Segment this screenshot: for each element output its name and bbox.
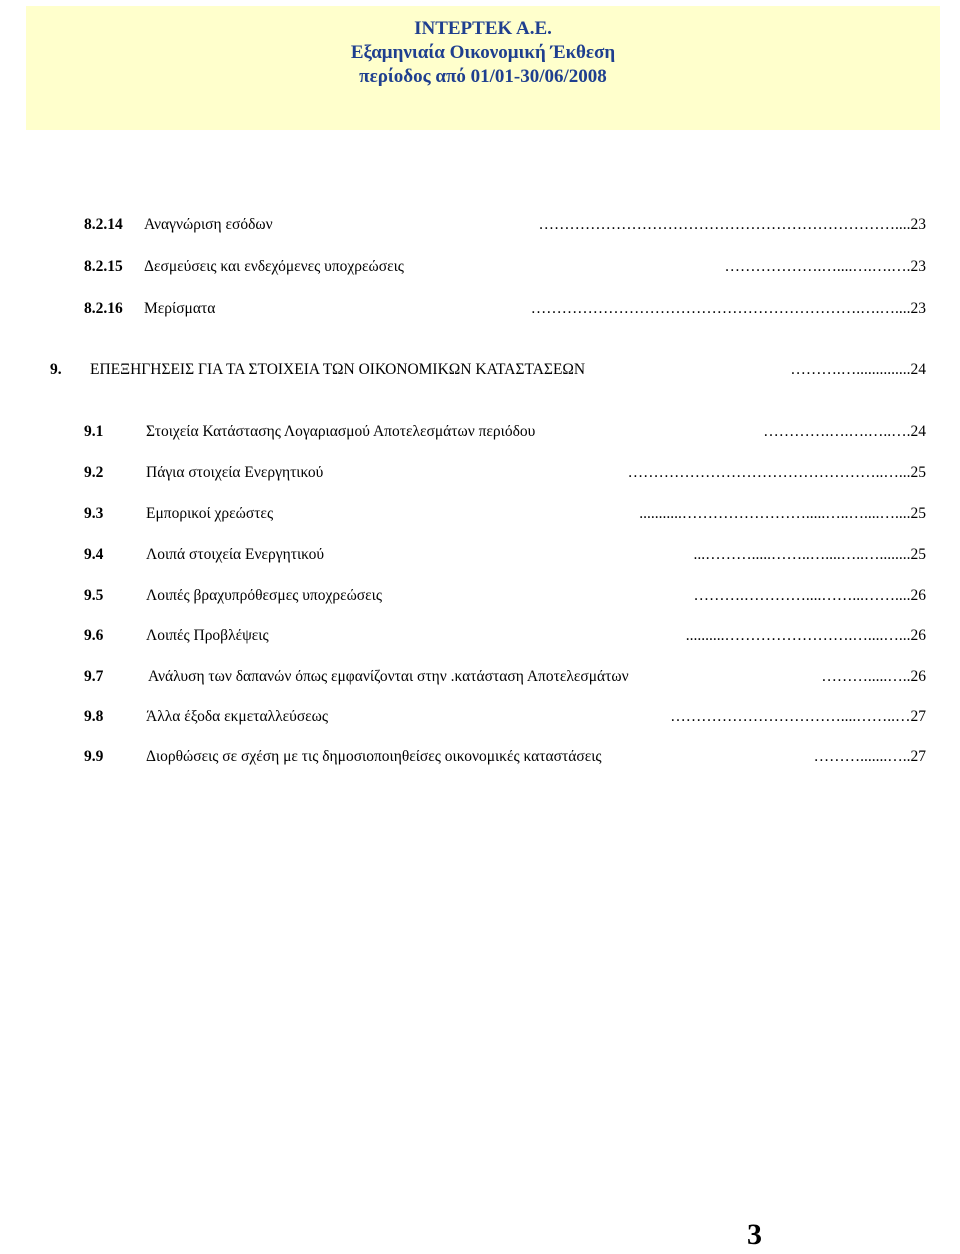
toc-entry-leader: ...……….....……..…....…..…........25 bbox=[693, 546, 926, 563]
toc-entry-number: 9.2 bbox=[84, 464, 104, 481]
toc-entry[interactable] bbox=[84, 462, 926, 484]
toc-entry[interactable] bbox=[84, 706, 926, 728]
toc-entry-title: Διορθώσεις σε σχέση με τις δημοσιοποιηθείσες οικονομικές καταστάσεις bbox=[146, 748, 602, 765]
toc-entry-title: Μερίσματα bbox=[144, 300, 216, 317]
toc-entry-title: Δεσμεύσεις και ενδεχόμενες υποχρεώσεις bbox=[144, 258, 404, 275]
toc-entry[interactable] bbox=[84, 214, 926, 236]
toc-entry[interactable] bbox=[50, 359, 926, 381]
toc-entry-number: 8.2.14 bbox=[84, 216, 123, 233]
toc-entry[interactable] bbox=[84, 666, 926, 688]
toc-entry-leader: ……….…………....……...……....26 bbox=[693, 587, 926, 604]
toc-entry-title: Άλλα έξοδα εκμεταλλεύσεως bbox=[146, 708, 329, 725]
toc-entry-title: ΕΠΕΞΗΓΗΣΕΙΣ ΓΙΑ ΤΑ ΣΤΟΙΧΕΙΑ ΤΩΝ ΟΙΚΟΝΟΜΙΚΩΝ ΚΑΤΑΣΤΑΣΕΩΝ bbox=[90, 361, 586, 378]
toc-entry[interactable] bbox=[84, 298, 926, 320]
report-period: περίοδος από 01/01-30/06/2008 bbox=[359, 66, 607, 87]
toc-entry[interactable] bbox=[84, 585, 926, 607]
toc-entry-number: 9.1 bbox=[84, 423, 104, 440]
toc-entry-leader: ……….....…..26 bbox=[821, 668, 926, 685]
toc-entry-title: Λοιπές βραχυπρόθεσμες υποχρεώσεις bbox=[146, 587, 382, 604]
page-number: 3 bbox=[747, 1218, 762, 1251]
document-header bbox=[26, 6, 940, 130]
toc-entry-number: 9.5 bbox=[84, 587, 104, 604]
toc-entry-number: 9.7 bbox=[84, 668, 104, 685]
toc-entry-number: 9.4 bbox=[84, 546, 104, 563]
toc-entry-leader: ……………….…....….….….23 bbox=[724, 258, 926, 275]
toc-entry-number: 8.2.16 bbox=[84, 300, 123, 317]
toc-entry-number: 9.3 bbox=[84, 505, 104, 522]
toc-entry-number: 8.2.15 bbox=[84, 258, 123, 275]
toc-entry-leader: ………….….….…..….24 bbox=[763, 423, 926, 440]
toc-entry-leader: ...........…………………….....…..…....…....25 bbox=[639, 505, 926, 522]
toc-entry-leader: ……….…..............24 bbox=[790, 361, 926, 378]
toc-entry-leader: ……………………………………………………………....23 bbox=[538, 216, 926, 233]
toc-entry-title: Αναγνώριση εσόδων bbox=[144, 216, 273, 233]
toc-entry[interactable] bbox=[84, 544, 926, 566]
toc-entry-title: Λοιπές Προβλέψεις bbox=[146, 627, 269, 644]
toc-entry-number: 9.8 bbox=[84, 708, 104, 725]
toc-entry-title: Λοιπά στοιχεία Ενεργητικού bbox=[146, 546, 325, 563]
toc-entry-leader: ……….......…..27 bbox=[813, 748, 926, 765]
report-title: Εξαμηνιαία Οικονομική Έκθεση bbox=[350, 42, 616, 63]
toc-entry-title: Εμπορικοί χρεώστες bbox=[146, 505, 274, 522]
toc-entry-title: Στοιχεία Κατάστασης Λογαριασμού Αποτελεσμάτων περιόδου bbox=[146, 423, 536, 440]
toc-entry-title: Πάγια στοιχεία Ενεργητικού bbox=[146, 464, 324, 481]
toc-entry-leader: ..........…………………….…....…...26 bbox=[685, 627, 926, 644]
company-name: ΙΝΤΕΡΤΕΚ Α.Ε. bbox=[414, 18, 552, 39]
toc-entry-leader: ……………………………....……..…27 bbox=[670, 708, 926, 725]
toc-entry[interactable] bbox=[84, 256, 926, 278]
toc-entry-leader: ……………………………………………………….….…....23 bbox=[530, 300, 926, 317]
toc-entry[interactable] bbox=[84, 503, 926, 525]
toc-entry-leader: …………………………………………..…...25 bbox=[627, 464, 926, 481]
toc-entry[interactable] bbox=[84, 746, 926, 768]
toc-entry[interactable] bbox=[84, 421, 926, 443]
toc-entry[interactable] bbox=[84, 625, 926, 647]
toc-entry-number: 9.6 bbox=[84, 627, 104, 644]
toc-entry-number: 9. bbox=[50, 361, 62, 378]
toc-entry-title: Ανάλυση των δαπανών όπως εμφανίζονται στην .κατάσταση Αποτελεσμάτων bbox=[148, 668, 629, 685]
toc-entry-number: 9.9 bbox=[84, 748, 104, 765]
